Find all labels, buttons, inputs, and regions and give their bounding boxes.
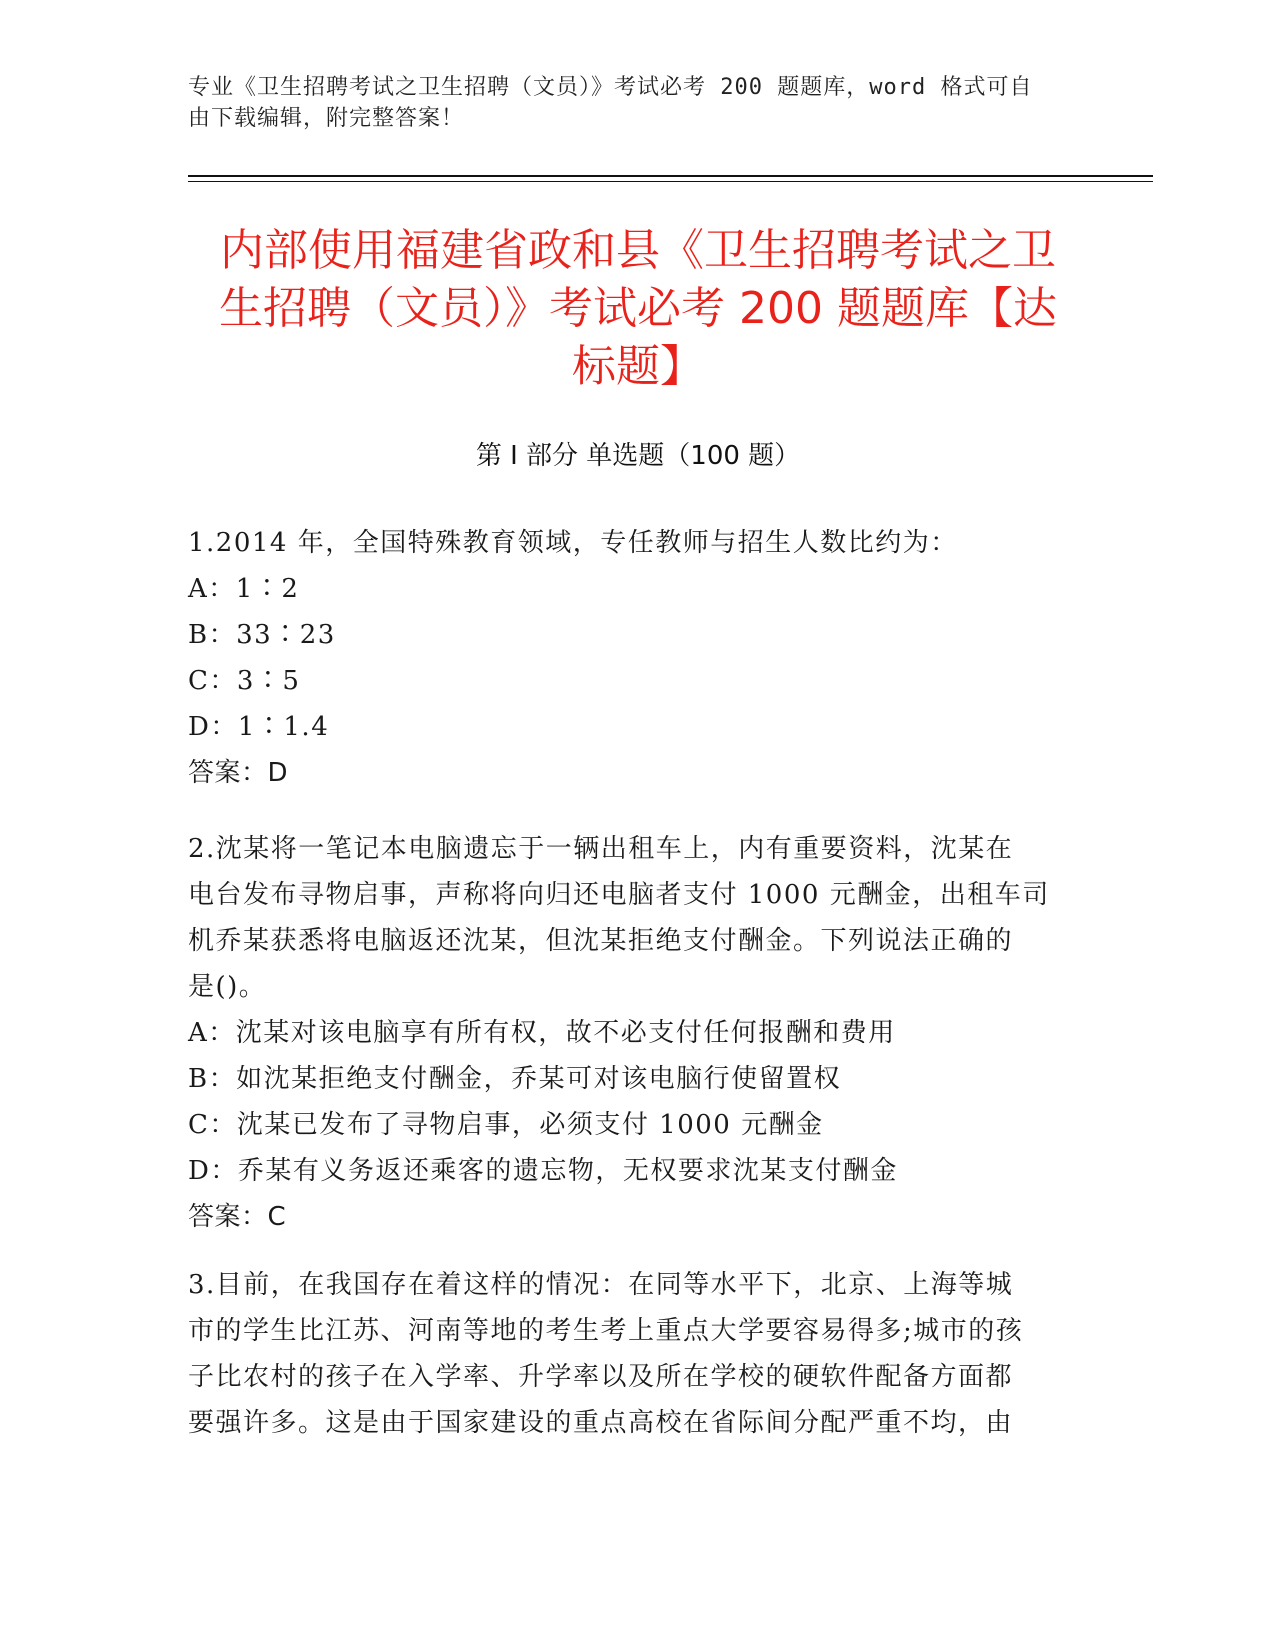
question-stem: 要强许多。这是由于国家建设的重点高校在省际间分配严重不均，由 bbox=[188, 1408, 1014, 1438]
question-stem: 3.目前，在我国存在着这样的情况：在同等水平下，北京、上海等城 bbox=[188, 1270, 1014, 1300]
option-d: D：1∶1.4 bbox=[188, 712, 330, 742]
document-title bbox=[188, 222, 1088, 396]
option-c: C：3∶5 bbox=[188, 666, 301, 696]
option-a: A：沈某对该电脑享有所有权，故不必支付任何报酬和费用 bbox=[188, 1018, 896, 1048]
question-1 bbox=[188, 520, 1088, 796]
question-stem: 电台发布寻物启事，声称将向归还电脑者支付 1000 元酬金，出租车司 bbox=[188, 880, 1050, 910]
question-stem: 1.2014 年，全国特殊教育领域，专任教师与招生人数比约为： bbox=[188, 528, 958, 558]
option-b: B：33∶23 bbox=[188, 620, 336, 650]
question-3 bbox=[188, 1262, 1088, 1446]
question-2 bbox=[188, 826, 1088, 1240]
header-note-line: 专业《卫生招聘考试之卫生招聘（文员）》考试必考 200 题题库，word 格式可自 bbox=[188, 75, 1033, 100]
title-line: 生招聘（文员）》考试必考 200 题题库【达 bbox=[219, 283, 1057, 334]
answer-line: 答案：D bbox=[188, 758, 289, 788]
option-b: B：如沈某拒绝支付酬金，乔某可对该电脑行使留置权 bbox=[188, 1064, 842, 1094]
question-stem: 是()。 bbox=[188, 972, 267, 1002]
header-divider-thick bbox=[188, 175, 1153, 177]
title-line: 标题】 bbox=[572, 341, 704, 392]
question-stem: 子比农村的孩子在入学率、升学率以及所在学校的硬软件配备方面都 bbox=[188, 1362, 1014, 1392]
question-stem: 市的学生比江苏、河南等地的考生考上重点大学要容易得多;城市的孩 bbox=[188, 1316, 1024, 1346]
option-a: A：1∶2 bbox=[188, 574, 300, 604]
section-title: 第 I 部分 单选题（100 题） bbox=[475, 441, 801, 471]
title-line: 内部使用福建省政和县《卫生招聘考试之卫 bbox=[220, 225, 1056, 276]
option-c: C：沈某已发布了寻物启事，必须支付 1000 元酬金 bbox=[188, 1110, 824, 1140]
answer-line: 答案：C bbox=[188, 1202, 287, 1232]
option-d: D：乔某有义务返还乘客的遗忘物，无权要求沈某支付酬金 bbox=[188, 1156, 898, 1186]
header-divider-thin bbox=[188, 181, 1153, 182]
question-stem: 机乔某获悉将电脑返还沈某，但沈某拒绝支付酬金。下列说法正确的 bbox=[188, 926, 1014, 956]
header-note-line: 由下载编辑，附完整答案！ bbox=[188, 106, 465, 131]
header-note bbox=[188, 72, 1068, 134]
question-stem: 2.沈某将一笔记本电脑遗忘于一辆出租车上，内有重要资料，沈某在 bbox=[188, 834, 1014, 864]
